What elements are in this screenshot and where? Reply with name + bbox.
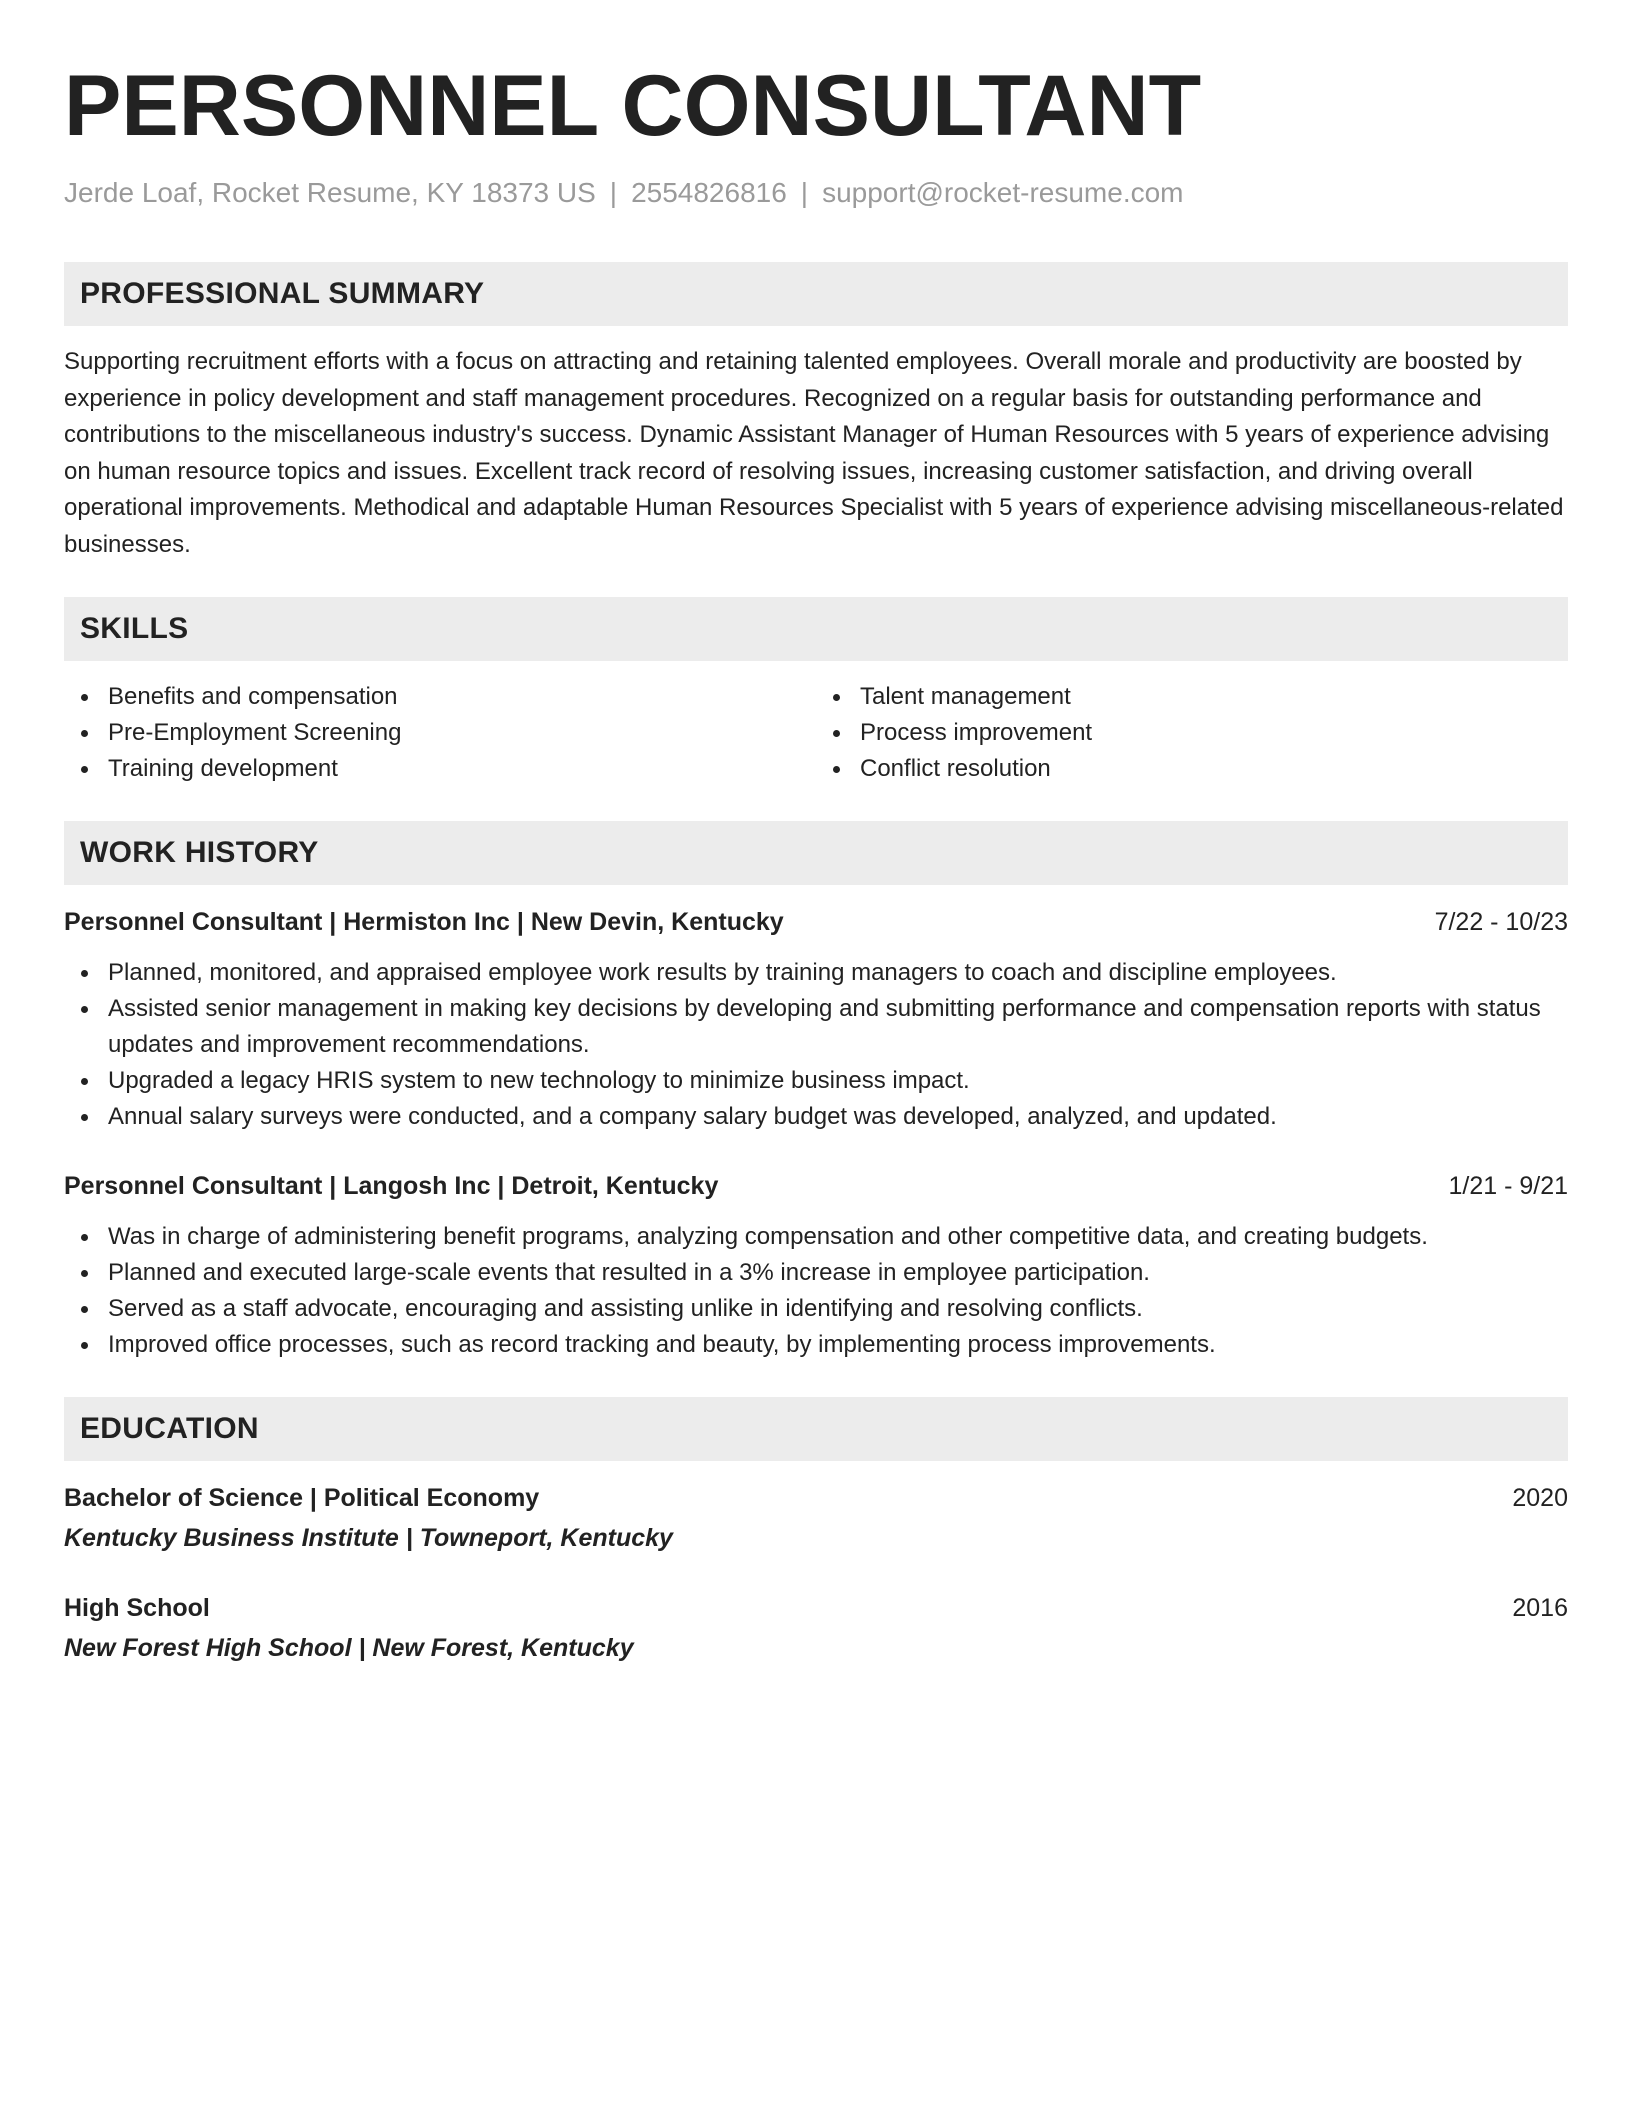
skills-column-left <box>64 679 816 787</box>
education-entry <box>64 1591 1568 1667</box>
skill-item: Benefits and compensation <box>64 679 816 715</box>
job-bullet: Planned, monitored, and appraised employee work results by training managers to coach and discipline employees. <box>64 955 1568 991</box>
skill-item: Conflict resolution <box>816 751 1568 787</box>
contact-line <box>64 176 1568 210</box>
skill-item: Talent management <box>816 679 1568 715</box>
job-title: Personnel Consultant | Langosh Inc | Detroit, Kentucky <box>64 1172 719 1200</box>
education-degree: Bachelor of Science | Political Economy <box>64 1484 540 1512</box>
education-year: 2016 <box>1512 1594 1568 1622</box>
skills-column-right <box>816 679 1568 787</box>
job-header <box>64 1169 1568 1203</box>
job-bullet: Upgraded a legacy HRIS system to new technology to minimize business impact. <box>64 1063 1568 1099</box>
job-header <box>64 905 1568 939</box>
skill-item: Pre-Employment Screening <box>64 715 816 751</box>
contact-address: Jerde Loaf, Rocket Resume, KY 18373 US <box>64 177 596 208</box>
education-school: Kentucky Business Institute | Towneport, Kentucky <box>64 1524 673 1552</box>
education-header <box>64 1591 1568 1625</box>
contact-separator: | <box>800 177 809 208</box>
candidate-name: PERSONNEL CONSULTANT <box>64 58 1202 154</box>
job-dates: 1/21 - 9/21 <box>1448 1172 1568 1200</box>
summary-text: Supporting recruitment efforts with a focus on attracting and retaining talented employees. Overall morale and productivity are boosted by experience in policy development and staff management procedures. Recognized on a regular basis for outstanding performance and contributions to the miscellaneous industry's success. Dynamic Assistant Manager of Human Resources with 5 years of experience advising on human resource topics and issues. Excellent track record of resolving issues, increasing customer satisfaction, and driving overall operational improvements. Methodical and adaptable Human Resources Specialist with 5 years of experience advising miscellaneous-related businesses. <box>64 348 1564 558</box>
skill-item: Process improvement <box>816 715 1568 751</box>
job-bullets <box>64 1219 1568 1363</box>
contact-email: support@rocket-resume.com <box>822 177 1184 208</box>
education-degree: High School <box>64 1594 210 1622</box>
job-bullet: Annual salary surveys were conducted, and a company salary budget was developed, analyzed, and updated. <box>64 1099 1568 1135</box>
section-header-skills: SKILLS <box>64 597 1568 661</box>
education-header <box>64 1481 1568 1515</box>
education-entry <box>64 1481 1568 1557</box>
job-bullet: Served as a staff advocate, encouraging and assisting unlike in identifying and resolving conflicts. <box>64 1291 1568 1327</box>
job-bullet: Assisted senior management in making key decisions by developing and submitting performance and compensation reports with status updates and improvement recommendations. <box>64 991 1568 1063</box>
job-bullet: Improved office processes, such as record tracking and beauty, by implementing process improvements. <box>64 1327 1568 1363</box>
education-school: New Forest High School | New Forest, Kentucky <box>64 1634 634 1662</box>
job-bullet: Was in charge of administering benefit programs, analyzing compensation and other competitive data, and creating budgets. <box>64 1219 1568 1255</box>
job-dates: 7/22 - 10/23 <box>1434 908 1568 936</box>
section-header-education: EDUCATION <box>64 1397 1568 1461</box>
contact-separator: | <box>609 177 618 208</box>
skill-item: Training development <box>64 751 816 787</box>
section-header-work-history: WORK HISTORY <box>64 821 1568 885</box>
section-header-summary: PROFESSIONAL SUMMARY <box>64 262 1568 326</box>
education-year: 2020 <box>1512 1484 1568 1512</box>
job-bullet: Planned and executed large-scale events that resulted in a 3% increase in employee participation. <box>64 1255 1568 1291</box>
job-title: Personnel Consultant | Hermiston Inc | New Devin, Kentucky <box>64 908 784 936</box>
job-bullets <box>64 955 1568 1135</box>
job-entry <box>64 1169 1568 1363</box>
skills-list <box>64 679 1568 787</box>
job-entry <box>64 905 1568 1135</box>
contact-phone: 2554826816 <box>631 177 787 208</box>
